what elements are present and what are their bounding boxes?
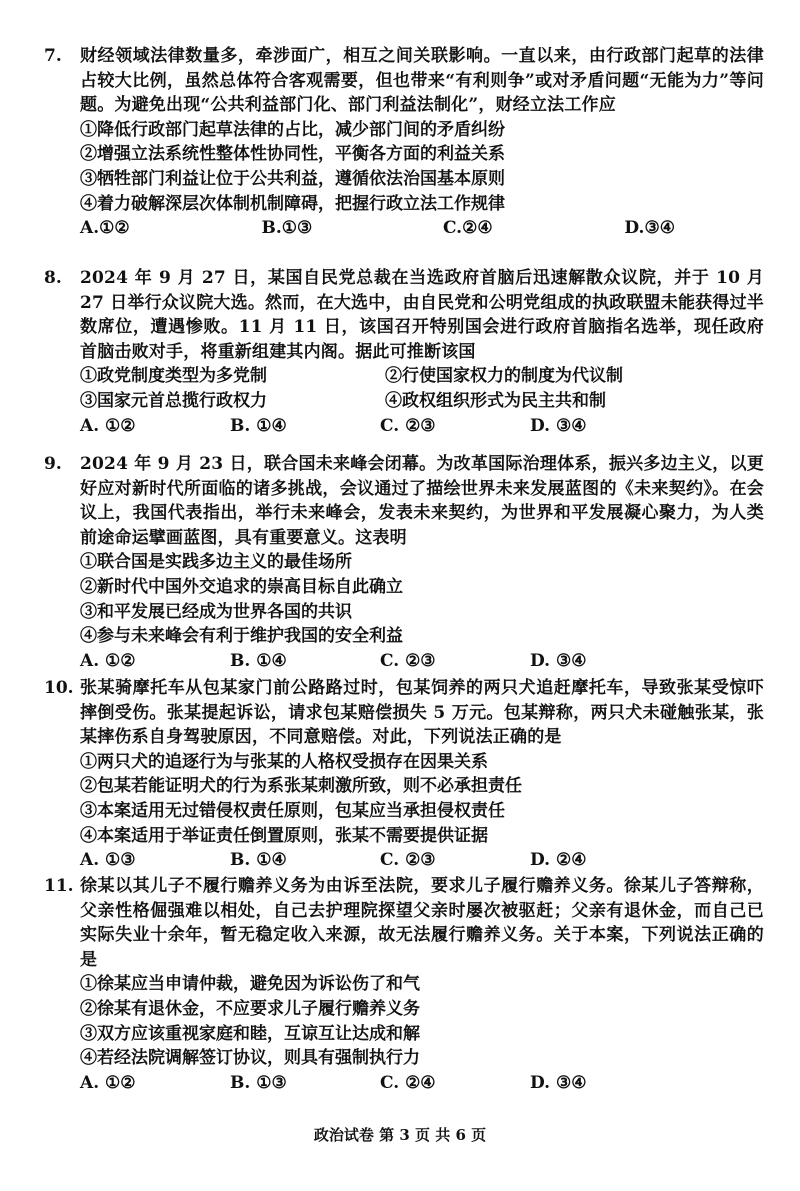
statement-list: [80, 972, 764, 1070]
statement-item: ④本案适用于举证责任倒置原则，张某不需要提供证据: [80, 825, 488, 846]
statement-item: ③国家元首总揽行政权力: [80, 390, 267, 411]
answer-choice-a: A.①②: [80, 218, 130, 239]
answer-choices: [80, 649, 764, 674]
question-stem: 2024 年 9 月 23 日，联合国未来峰会闭幕。为改革国际治理体系，振兴多边主义，以更好应对新时代所面临的诸多挑战，会议通过了描绘世界未来发展蓝图的《未来契约》。在会议上，我国代表指出，举行未来峰会，发表未来契约，为世界和平发展凝心聚力，为人类前途命运擘画蓝图，具有重要意义。这表明: [80, 454, 764, 548]
statement-item: ②徐某有退休金，不应要求儿子履行赡养义务: [80, 998, 420, 1019]
question-number: 10.: [44, 678, 74, 698]
answer-choice-d: D. ③④: [530, 1072, 587, 1093]
answer-choice-a: A. ①②: [80, 1072, 136, 1093]
answer-choice-d: D.③④: [624, 218, 675, 239]
question-number: 11.: [44, 876, 74, 896]
answer-choices: [80, 1071, 764, 1096]
statement-item: ②行使国家权力的制度为代议制: [385, 366, 623, 387]
answer-choice-a: A. ①②: [80, 650, 136, 671]
statement-item: ①政党制度类型为多党制: [80, 366, 267, 387]
answer-choice-a: A. ①②: [80, 415, 136, 436]
statement-item: ①徐某应当申请仲裁，避免因为诉讼伤了和气: [80, 974, 420, 995]
answer-choice-c: C. ②③: [380, 850, 436, 871]
answer-choice-d: D. ③④: [530, 650, 587, 671]
answer-choice-b: B.①③: [261, 218, 313, 239]
question-11: [44, 874, 764, 1095]
question-number: 7.: [44, 46, 62, 66]
answer-choices: [80, 414, 764, 439]
statement-item: ①降低行政部门起草法律的占比，减少部门间的矛盾纠纷: [80, 119, 505, 140]
statement-item: ④参与未来峰会有利于维护我国的安全利益: [80, 626, 403, 647]
question-8: [44, 266, 764, 438]
statement-list: [80, 364, 764, 413]
answer-choice-c: C. ②③: [380, 415, 436, 436]
question-10: [44, 676, 764, 873]
question-9: [44, 452, 764, 673]
statement-item: ①两只犬的追逐行为与张某的人格权受损存在因果关系: [80, 751, 488, 772]
question-stem: 财经领域法律数量多，牵涉面广，相互之间关联影响。一直以来，由行政部门起草的法律占较大比例，虽然总体符合客观需要，但也带来“有利则争”或对矛盾问题“无能为力”等问题。为避免出现“公共利益部门化、部门利益法制化”，财经立法工作应: [80, 46, 764, 116]
question-stem: 2024 年 9 月 27 日，某国自民党总裁在当选政府首脑后迅速解散众议院，并于 10 月 27 日举行众议院大选。然而，在大选中，由自民党和公明党组成的执政联盟未能获得过半数席位，遭遇惨败。11 月 11 日，该国召开特别国会进行政府首脑指名选举，现任政府首脑击败对手，将重新组建其内阁。据此可推断该国: [80, 268, 764, 362]
answer-choice-b: B. ①③: [230, 1072, 287, 1093]
answer-choice-c: C. ②④: [380, 1072, 436, 1093]
statement-item: ③牺牲部门利益让位于公共利益，遵循依法治国基本原则: [80, 168, 505, 189]
answer-choice-a: A. ①③: [80, 850, 136, 871]
statement-list: [80, 550, 764, 648]
question-stem: 张某骑摩托车从包某家门前公路路过时，包某饲养的两只犬追赶摩托车，导致张某受惊吓摔倒受伤。张某提起诉讼，请求包某赔偿损失 5 万元。包某辩称，两只犬未碰触张某，张某摔伤系自身驾驶原因，不同意赔偿。对此，下列说法正确的是: [80, 678, 764, 748]
question-number: 8.: [44, 268, 62, 288]
statement-item: ③本案适用无过错侵权责任原则，包某应当承担侵权责任: [80, 800, 505, 821]
statement-item: ④着力破解深层次体制机制障碍，把握行政立法工作规律: [80, 193, 505, 214]
statement-item: ③双方应该重视家庭和睦，互谅互让达成和解: [80, 1023, 420, 1044]
statement-item: ②增强立法系统性整体性协同性，平衡各方面的利益关系: [80, 144, 505, 165]
statement-item: ④若经法院调解签订协议，则具有强制执行力: [80, 1048, 420, 1069]
answer-choices: [80, 216, 764, 241]
answer-choices: [80, 848, 764, 873]
statement-item: ③和平发展已经成为世界各国的共识: [80, 601, 352, 622]
question-7: [44, 44, 764, 241]
statement-list: [80, 750, 764, 848]
answer-choice-c: C. ②③: [380, 650, 436, 671]
statement-item: ④政权组织形式为民主共和制: [385, 390, 606, 411]
answer-choice-d: D. ③④: [530, 415, 587, 436]
statement-item: ①联合国是实践多边主义的最佳场所: [80, 552, 352, 573]
page-footer: 政治试卷 第 3 页 共 6 页: [313, 1126, 487, 1144]
answer-choice-b: B. ①④: [230, 415, 287, 436]
answer-choice-d: D. ②④: [530, 850, 587, 871]
statement-item: ②新时代中国外交追求的崇高目标自此确立: [80, 576, 403, 597]
statement-list: [80, 118, 764, 216]
answer-choice-b: B. ①④: [230, 850, 287, 871]
answer-choice-b: B. ①④: [230, 650, 287, 671]
question-number: 9.: [44, 454, 62, 474]
answer-choice-c: C.②④: [442, 218, 493, 239]
question-stem: 徐某以其儿子不履行赡养义务为由诉至法院，要求儿子履行赡养义务。徐某儿子答辩称，父亲性格倔强难以相处，自己去护理院探望父亲时屡次被驱赶；父亲有退休金，而自己已实际失业十余年，暂无稳定收入来源，故无法履行赡养义务。关于本案，下列说法正确的是: [80, 876, 764, 970]
statement-item: ②包某若能证明犬的行为系张某刺激所致，则不必承担责任: [80, 776, 522, 797]
